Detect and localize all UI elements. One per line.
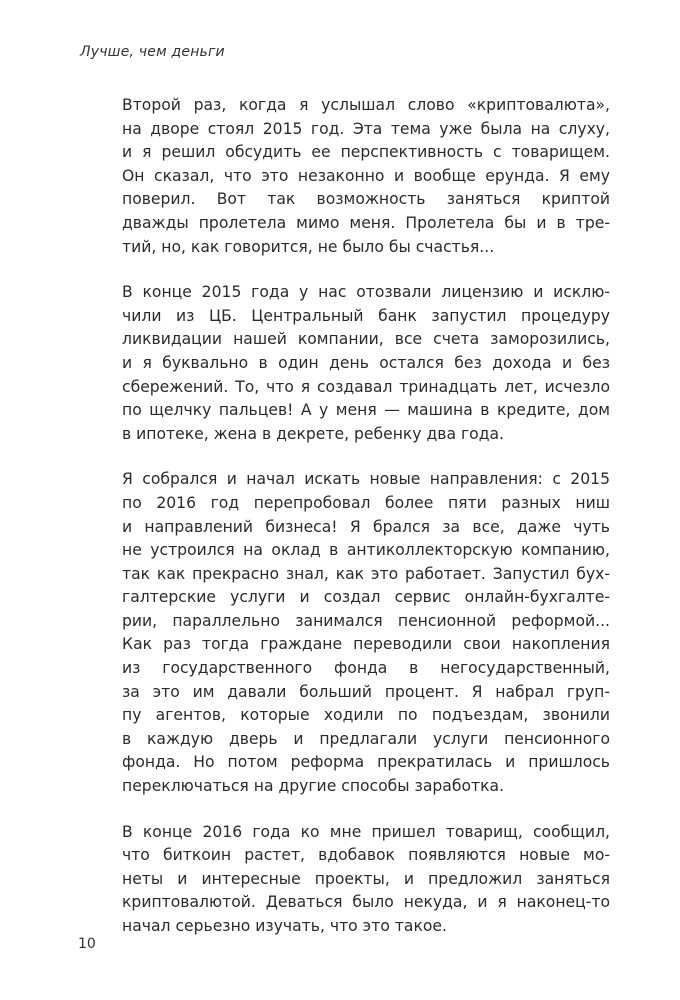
page-number: 10 <box>78 936 96 952</box>
paragraph-gap <box>122 259 610 281</box>
text-line: ликвидации нашей компании, все счета заморозились, <box>122 330 610 349</box>
text-line: переключаться на другие способы заработка. <box>122 777 505 796</box>
text-line: и я буквально в один день остался без дохода и без <box>122 353 610 372</box>
text-line: дважды пролетела мимо меня. Пролетела бы и в тре- <box>122 213 610 232</box>
text-line: на дворе стоял 2015 год. Эта тема уже была на слуху, <box>122 119 610 138</box>
text-line: чили из ЦБ. Центральный банк запустил процедуру <box>122 306 610 325</box>
text-line: и направлений бизнеса! Я брался за все, даже чуть <box>122 517 610 536</box>
paragraph-2 <box>122 281 610 446</box>
text-line: В конце 2015 года у нас отозвали лицензию и исклю- <box>122 283 610 302</box>
text-line: начал серьезно изучать, что это такое. <box>122 917 447 935</box>
text-line: пу агентов, которые ходили по подъездам, звонили <box>122 706 610 725</box>
text-line: фонда. Но потом реформа прекратилась и пришлось <box>122 753 610 772</box>
text-line: Он сказал, что это незаконно и вообще ерунда. Я ему <box>122 166 610 185</box>
text-line: галтерские услуги и создал сервис онлайн-бухгалте- <box>122 588 610 607</box>
paragraph-3 <box>122 468 610 798</box>
text-line: рии, параллельно занимался пенсионной реформой... <box>122 611 610 630</box>
text-line: за это им давали больший процент. Я набрал груп- <box>122 682 610 701</box>
text-line: и я решил обсудить ее перспективность с товарищем. <box>122 143 610 162</box>
text-line: по щелчку пальцев! А у меня — машина в кредите, дом <box>122 401 610 420</box>
text-line: так как прекрасно знал, как это работает. Запустил бух- <box>122 564 610 583</box>
text-line: неты и интересные проекты, и предложил заняться <box>122 869 610 888</box>
text-line: поверил. Вот так возможность заняться криптой <box>122 190 610 209</box>
paragraph-gap <box>122 799 610 821</box>
text-line: по 2016 год перепробовал более пяти разных ниш <box>122 493 610 512</box>
paragraph-gap <box>122 446 610 468</box>
text-line: в ипотеке, жена в декрете, ребенку два года. <box>122 424 505 443</box>
text-line: тий, но, как говорится, не было бы счастья... <box>122 237 495 256</box>
text-line: из государственного фонда в негосударственный, <box>122 659 610 678</box>
text-line: в каждую дверь и предлагали услуги пенсионного <box>122 729 610 748</box>
text-line: криптовалютой. Деваться было некуда, и я наконец-то <box>122 893 610 912</box>
text-line: не устроился на оклад в антиколлекторскую компанию, <box>122 541 610 560</box>
paragraph-1 <box>122 94 610 259</box>
text-line: сбережений. То, что я создавал тринадцать лет, исчезло <box>122 377 610 396</box>
running-header: Лучше, чем деньги <box>80 44 225 60</box>
text-line: Я собрался и начал искать новые направления: с 2015 <box>122 470 610 489</box>
paragraph-4 <box>122 821 610 939</box>
text-line: В конце 2016 года ко мне пришел товарищ, сообщил, <box>122 822 610 841</box>
body-text <box>122 94 610 939</box>
text-line: Как раз тогда граждане переводили свои накопления <box>122 635 610 654</box>
text-line: Второй раз, когда я услышал слово «криптовалюта», <box>122 96 610 114</box>
text-line: что биткоин растет, вдобавок появляются новые мо- <box>122 846 610 865</box>
